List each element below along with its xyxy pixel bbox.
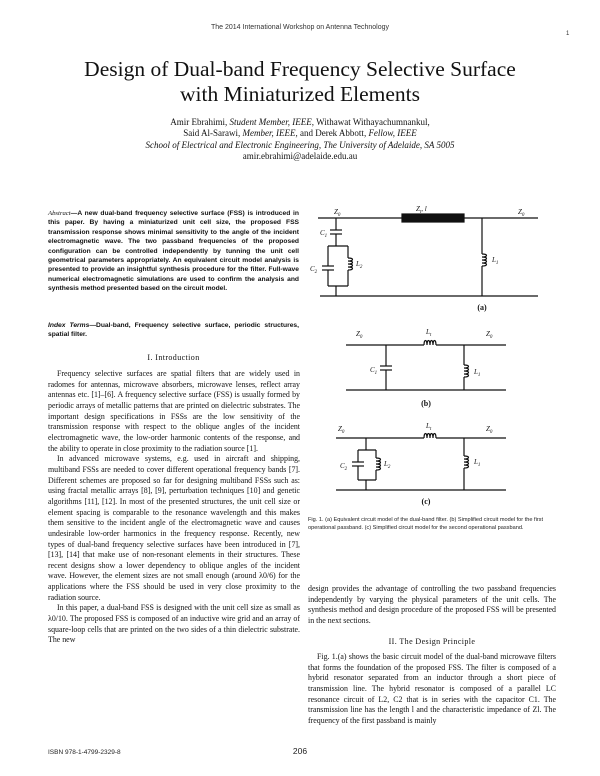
conference-header: The 2014 International Workshop on Antenna Technology	[211, 24, 389, 31]
title-line-1: Design of Dual-band Frequency Selective Surface	[84, 57, 516, 81]
isbn: ISBN 978-1-4799-2329-8	[48, 749, 121, 756]
author-name: Withawat Withayachumnankul,	[314, 117, 430, 127]
paragraph: In this paper, a dual-band FSS is designed with the unit cell size as small as λ0/10. The proposed FSS is composed of an inductive wire grid and an array of square-loop cells that are printed on the two sides of a thin dielectric substrate. The new	[48, 603, 300, 645]
index-terms-text: —Dual-band, Frequency selective surface, periodic structures, spatial filter.	[48, 322, 299, 339]
section-1-heading: I. Introduction	[147, 353, 200, 362]
label-l1-c: $L_1$	[474, 458, 481, 468]
label-c1-b: $C_1$	[370, 366, 378, 376]
abstract	[48, 209, 299, 294]
author-line-2	[40, 128, 560, 139]
author-email: amir.ebrahimi@adelaide.edu.au	[242, 150, 358, 161]
label-c2-c: $C_2$	[340, 462, 348, 472]
page-number: 206	[292, 746, 308, 756]
label-l2-c: $L_2$	[384, 460, 391, 470]
author-title: Fellow, IEEE	[368, 128, 417, 139]
label-zt: $Z_t$, l	[416, 205, 427, 215]
index-terms	[48, 321, 299, 340]
label-c1-a: $C_1$	[320, 229, 328, 239]
label-z0-b-left: $Z_0$	[356, 330, 363, 340]
author-name: Said Al-Sarawi,	[183, 128, 243, 139]
section-2-body	[308, 652, 556, 727]
author-name: Amir Ebrahimi,	[170, 117, 230, 127]
label-z0-b-right: $Z_0$	[486, 330, 493, 340]
author-title: Student Member, IEEE,	[229, 117, 315, 127]
label-l1-a: $L_1$	[492, 256, 499, 266]
paragraph: In advanced microwave systems, e.g. used in aircraft and shipping, multiband FSSs are needed to cover different operational frequency bands [7]. Different schemes are proposed so far for designing multiband FSSs such as: using fractal metallic arrays [8], [9], perturbation techniques [10] and genetic algorithms [11], [12]. In most of the presented structures, the unit cell size or element spacing is comparable to the resonance wavelength and this makes them sensitive to the incident angle of the electromagnetic wave and causes undesirable low-order harmonics in the frequency response. Recently, new types of dual-band frequency selective surfaces have been introduced in [7], [13], [14] that make use of non-resonant elements in their structures. These recent designs show a lower dependency to oblique angles of the incident wave. However, the element sizes are not small enough (around λ0/6) for the applications where the FSS should be used in very close proximity to the radiation source.	[48, 454, 300, 602]
label-lt-b: $L_t$	[426, 328, 432, 338]
circuit-figure	[306, 200, 554, 510]
corner-page-number: 1	[566, 31, 570, 37]
label-z0-a-left: $Z_0$	[334, 208, 341, 218]
label-c2-a: $C_2$	[310, 265, 318, 275]
right-column-continued	[308, 584, 556, 627]
author-affiliation: School of Electrical and Electronic Engineering, The University of Adelaide, SA 5005	[145, 139, 455, 150]
paper-title	[40, 57, 560, 107]
paragraph: Frequency selective surfaces are spatial filters that are widely used in radomes for antennas, microwave absorbers, microwave lenses, reflect array antennas etc. [1]–[6]. A frequency selective surface (FSS) is usually formed by periodic arrays of metallic patterns that are printed on dielectric substrates. The important design specifications in FSSs are the low sensitivity of the transmission response with respect to the oblique angles of the incident electromagnetic wave, the low-order harmonic contents of the response, and the ability to operate in close proximity to the radiation source [1].	[48, 369, 300, 453]
author-title: Member, IEEE,	[242, 128, 298, 139]
label-lt-c: $L_t$	[426, 422, 432, 432]
paragraph: Fig. 1.(a) shows the basic circuit model of the dual-band microwave filters that forms the foundation of the proposed FSS. The filter is composed of a hybrid resonator separated from an inductor through a short piece of transmission line. The hybrid resonator is composed of a parallel LC resonance circuit of L2, C2 that is in series with the capacitor C1. The transmission line has the length l and the characteristic impedance of Zl. The frequency of the first passband is mainly	[308, 652, 556, 725]
panel-label-b: (b)	[421, 399, 431, 408]
abstract-label: Abstract	[48, 210, 71, 217]
index-terms-label: Index Terms	[48, 322, 90, 329]
section-1-body	[48, 369, 300, 646]
label-z0-c-right: $Z_0$	[486, 425, 493, 435]
label-l2-a: $L_2$	[356, 260, 363, 270]
title-line-2: with Miniaturized Elements	[179, 82, 421, 106]
abstract-text: —A new dual-band frequency selective surface (FSS) is introduced in this paper. By having a miniaturized unit cell size, the proposed FSS transmission response shows minimal sensitivity to the angle of the incident electromagnetic wave. The two passband frequencies of the proposed configuration can be controlled independently by tunning the unit cell geometrical parameters appropriately. An equivalent circuit model analysis is presented to provide an insightful synthesis procedure for the filter. Full-wave numerical electromagnetic simulations are used to confirm the analysis and synthesis method presented based on the circuit model.	[48, 210, 299, 293]
label-z0-a-right: $Z_0$	[518, 208, 525, 218]
figure-caption: Fig. 1. (a) Equivalent circuit model of the dual-band filter. (b) Simplified circuit model for the first operational passband. (c) Simplified circuit model for the second operational passband.	[308, 517, 544, 531]
author-name: and Derek Abbott,	[297, 128, 369, 139]
panel-label-a: (a)	[477, 303, 487, 312]
paragraph: design provides the advantage of controlling the two passband frequencies independently by varying the physical parameters of the unit cells. The synthesis method and design procedure of the proposed FSS will be presented in the next sections.	[308, 584, 556, 625]
author-block	[40, 117, 560, 162]
author-line-1	[40, 117, 560, 128]
panel-label-c: (c)	[421, 497, 431, 506]
label-l1-b: $L_1$	[474, 368, 481, 378]
label-z0-c-left: $Z_0$	[338, 425, 345, 435]
section-2-heading: II. The Design Principle	[388, 637, 476, 646]
